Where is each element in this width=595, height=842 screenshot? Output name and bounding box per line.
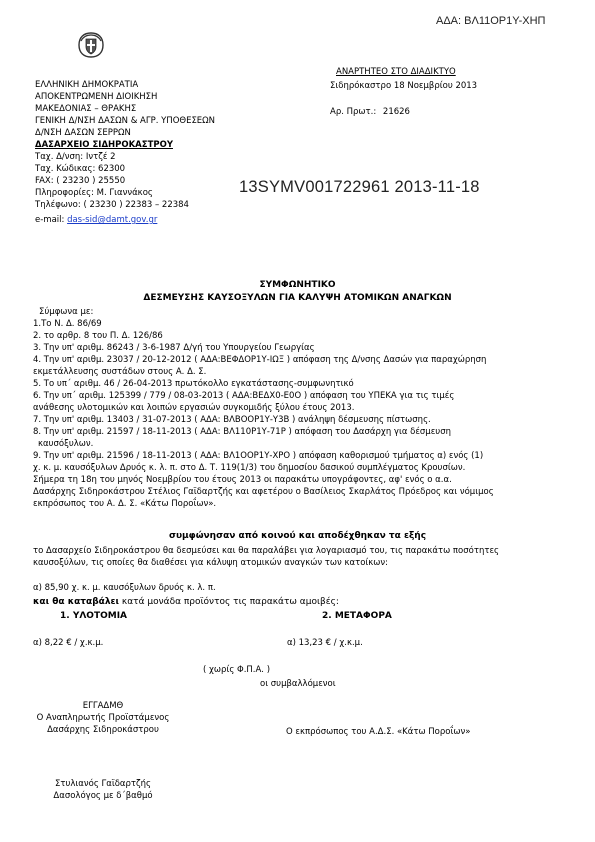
signature-line: Δασάρχης Σιδηροκάστρου (47, 725, 159, 735)
issuer-line: ΕΛΛΗΝΙΚΗ ΔΗΜΟΚΡΑΤΙΑ (35, 80, 139, 90)
issuer-line: ΓΕΝΙΚΗ Δ/ΝΣΗ ΔΑΣΩΝ & ΑΓΡ. ΥΠΟΘΕΣΕΩΝ (35, 116, 216, 126)
issuer-block (35, 79, 215, 226)
list-item: 8. Την υπ' αριθμ. 21597 / 18-11-2013 ( ΑΔΑ: ΒΛ110Ρ1Υ-71Ρ ) απόφαση του Δασάρχη για δέσμευση (33, 427, 451, 437)
list-item: 9. Την υπ' αριθμ. 21596 / 18-11-2013 ( ΑΔΑ: ΒΛ1ΟΟΡ1Υ-ΧΡΟ ) απόφαση καθορισμού τμήματος α) ενός (1) (33, 451, 484, 461)
list-item: Δασάρχης Σιδηροκάστρου Στέλιος Γαϊδαρτζής και αφετέρου ο Βασίλειος Σκαρλάτος Πρόεδρος και νόμιμος (33, 487, 494, 497)
agreed-heading: συμφώνησαν από κοινού και αποδέχθηκαν τα εξής (168, 531, 427, 541)
signature-left (33, 700, 173, 736)
list-item: 3. Την υπ' αριθμ. 86243 / 3-6-1987 Δ/γή του Υπουργείου Γεωργίας (33, 343, 315, 353)
signer-name-line: Στυλιανός Γαϊδαρτζής (54, 779, 152, 789)
payment-bold: και θα καταβάλει (33, 597, 120, 607)
list-item: εκπρόσωπος του Α. Δ. Σ. «Κάτω Ποροΐων». (33, 499, 217, 509)
ada-code: ΑΔΑ: ΒΛ11ΟΡ1Υ-ΧΗΠ (436, 15, 546, 27)
list-item: 2. το αρθρ. 8 του Π. Δ. 126/86 (33, 331, 163, 341)
contact-line: FAX: ( 23230 ) 25550 (35, 176, 126, 186)
vat-note: ( χωρίς Φ.Π.Α. ) (203, 665, 271, 675)
issuer-line: Δ/ΝΣΗ ΔΑΣΩΝ ΣΕΡΡΩΝ (35, 128, 131, 138)
list-item: εκμετάλλευσης συστάδων στους Α. Δ. Σ. (33, 367, 207, 377)
issuer-line: ΜΑΚΕΔΟΝΙΑΣ – ΘΡΑΚΗΣ (35, 104, 137, 114)
document-title: ΣΥΜΦΩΝΗΤΙΚΟ (259, 280, 336, 290)
list-item: ανάθεσης υλοτομικών και λοιπών εργασιών συγκομιδής ξύλου έτους 2013. (33, 403, 355, 413)
contact-line: Ταχ. Κώδικας: 62300 (35, 164, 126, 174)
agreed-paragraph: καυσοξύλων, τις οποίες θα διαθέσει για κάλυψη ατομικών αναγκών των κατοίκων: (33, 558, 389, 568)
coat-of-arms-icon (77, 31, 105, 59)
payment-rest: κατά μονάδα προϊόντος τις παρακάτω αμοιβές: (119, 597, 339, 607)
email-link[interactable]: das-sid@damt.gov.gr (67, 215, 158, 225)
quantity-line: α) 85,90 χ. κ. μ. καυσόξυλων δρυός κ. λ. π. (33, 583, 216, 593)
transport-price: α) 13,23 € / χ.κ.μ. (287, 638, 363, 648)
signer-title-line: Δασολόγος με δ΄βαθμό (53, 791, 153, 801)
considering-intro: Σύμφωνα με: (39, 307, 94, 317)
list-item: 6. Την υπ΄ αριθμ. 125399 / 779 / 08-03-2013 ( ΑΔΑ:ΒΕΔΧ0-Ε0Ο ) απόφαση του ΥΠΕΚΑ για τις τιμές (33, 391, 455, 401)
logging-heading: 1. ΥΛΟΤΟΜΙΑ (60, 611, 128, 621)
issuer-line: ΑΠΟΚΕΝΤΡΩΜΕΝΗ ΔΙΟΙΚΗΣΗ (35, 92, 158, 102)
logging-price: α) 8,22 € / χ.κ.μ. (33, 638, 104, 648)
list-item: 5. Το υπ΄ αριθμ. 46 / 26-04-2013 πρωτόκολλο εγκατάστασης-συμφωνητικό (33, 379, 354, 389)
list-item: καυσόξυλων. (38, 439, 94, 449)
place-date: Σιδηρόκαστρο 18 Νοεμβρίου 2013 (330, 81, 478, 91)
list-item: Σήμερα τη 18η του μηνός Νοεμβρίου του έτους 2013 οι παρακάτω υπογράφοντες, αφ' ενός ο α.α. (33, 475, 452, 485)
parties-label: οι συμβαλλόμενοι (260, 679, 336, 689)
payment-line (33, 596, 339, 608)
contact-line: Ταχ. Δ/νση: Ιντζέ 2 (35, 152, 116, 162)
document-stamp-code: 13SYMV001722961 2013-11-18 (239, 178, 480, 196)
considering-list (33, 318, 494, 510)
protocol-number: 21626 (382, 107, 410, 117)
posted-online: ΑΝΑΡΤΗΤΕΟ ΣΤΟ ΔΙΑΔΙΚΤΥΟ (336, 67, 456, 77)
signature-right: Ο εκπρόσωπος του Α.Δ.Σ. «Κάτω Ποροΐων» (286, 727, 471, 737)
protocol-label: Αρ. Πρωτ.: (330, 107, 377, 117)
transport-heading: 2. ΜΕΤΑΦΟΡΑ (322, 611, 392, 621)
list-item: 4. Την υπ' αριθμ. 23037 / 20-12-2012 ( ΑΔΑ:ΒΕΦΔΟΡ1Υ-ΙΩΞ ) απόφαση της Δ/νσης Δασών για παραχώρηση (33, 355, 487, 365)
list-item: 7. Την υπ' αριθμ. 13403 / 31-07-2013 ( ΑΔΑ: ΒΛΒΟΟΡ1Υ-Υ3Β ) ανάληψη δέσμευσης πίστωσης. (33, 415, 431, 425)
contact-line: Πληροφορίες: Μ. Γιαννάκος (35, 188, 153, 198)
list-item: 1.Το Ν. Δ. 86/69 (33, 319, 102, 329)
office-name: ΔΑΣΑΡΧΕΙΟ ΣΙΔΗΡΟΚΑΣΤΡΟΥ (35, 140, 173, 150)
protocol (330, 106, 410, 118)
agreed-paragraph: το Δασαρχείο Σιδηροκάστρου θα δεσμεύσει και θα παραλάβει για λογαριασμό του, τις παρακάτω ποσότητες (33, 546, 500, 556)
signature-line: ΕΓΓΑΔΜΘ (82, 701, 124, 711)
signer-name (33, 778, 173, 802)
contact-line: Τηλέφωνο: ( 23230 ) 22383 – 22384 (35, 200, 189, 210)
list-item: χ. κ. μ. καυσόξυλων Δρυός κ. λ. π. στο Δ. Τ. 119(1/3) του δημοσίου δασικού συμπλέγματος Κρουσίων. (33, 463, 466, 473)
email-label: e-mail: (35, 215, 65, 225)
document-subtitle: ΔΕΣΜΕΥΣΗΣ ΚΑΥΣΟΞΥΛΩΝ ΓΙΑ ΚΑΛΥΨΗ ΑΤΟΜΙΚΩΝ ΑΝΑΓΚΩΝ (143, 293, 452, 303)
signature-line: Ο Αναπληρωτής Προϊστάμενος (36, 713, 170, 723)
